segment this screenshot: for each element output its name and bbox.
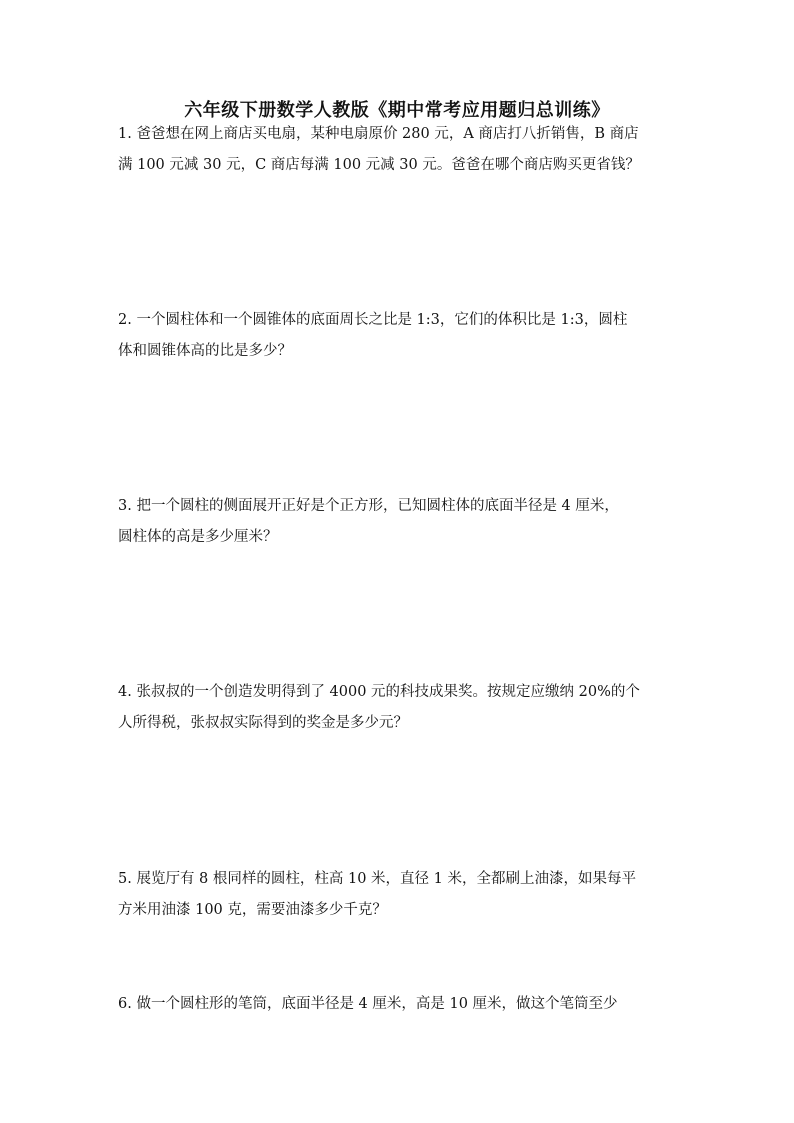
question-3-line-2: 圆柱体的高是多少厘米？ <box>118 529 278 545</box>
question-5-line-1: 5. 展览厅有 8 根同样的圆柱，柱高 10 米，直径 1 米，全都刷上油漆，如果每平 <box>118 871 636 887</box>
question-6 <box>118 989 680 1020</box>
question-4 <box>118 677 680 739</box>
question-5 <box>118 864 680 926</box>
question-3-line-1: 3. 把一个圆柱的侧面展开正好是个正方形，已知圆柱体的底面半径是 4 厘米， <box>118 498 619 514</box>
question-4-line-2: 人所得税，张叔叔实际得到的奖金是多少元？ <box>118 715 408 731</box>
question-2 <box>118 305 680 367</box>
question-1-line-1: 1. 爸爸想在网上商店买电扇，某种电扇原价 280 元，A 商店打八折销售，B 商店 <box>118 126 639 142</box>
question-5-line-2: 方米用油漆 100 克，需要油漆多少千克？ <box>118 902 387 918</box>
question-2-line-1: 2. 一个圆柱体和一个圆锥体的底面周长之比是 1:3，它们的体积比是 1:3，圆柱 <box>118 312 628 328</box>
question-3 <box>118 491 680 553</box>
question-1 <box>118 119 680 181</box>
page-title: 六年级下册数学人教版《期中常考应用题归总训练》 <box>184 100 610 121</box>
question-1-line-2: 满 100 元减 30 元，C 商店每满 100 元减 30 元。爸爸在哪个商店购买更省钱？ <box>118 157 640 173</box>
question-6-line-1: 6. 做一个圆柱形的笔筒，底面半径是 4 厘米，高是 10 厘米，做这个笔筒至少 <box>118 996 618 1012</box>
question-4-line-1: 4. 张叔叔的一个创造发明得到了 4000 元的科技成果奖。按规定应缴纳 20%的个 <box>118 684 640 700</box>
question-2-line-2: 体和圆锥体高的比是多少？ <box>118 343 292 359</box>
